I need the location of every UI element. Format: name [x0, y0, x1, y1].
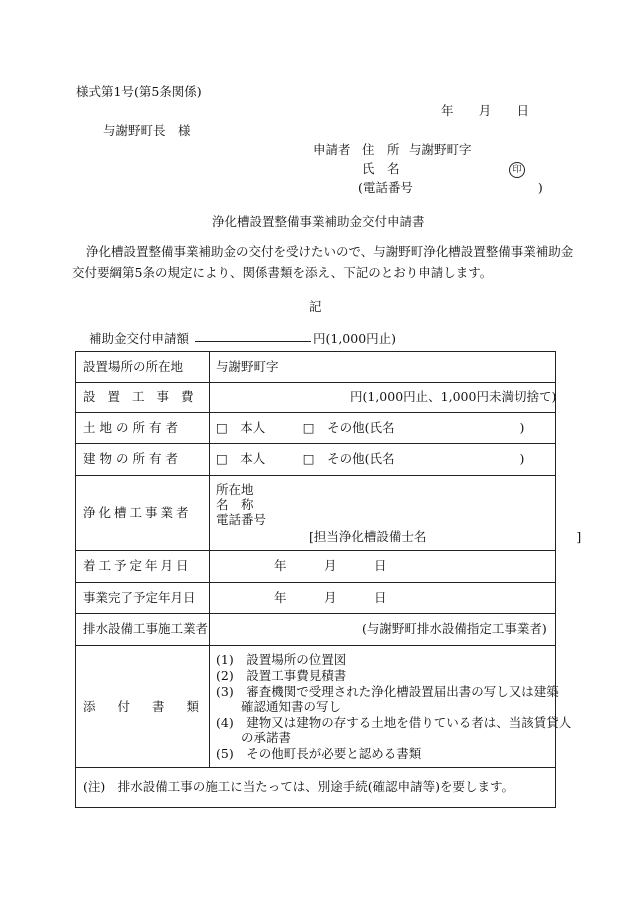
row-divider — [75, 382, 556, 383]
attachment-item: (5) その他町長が必要と認める書類 — [216, 746, 422, 761]
row-divider — [75, 645, 556, 646]
amount-input-line[interactable] — [195, 341, 311, 342]
applicant-address-value: 与謝野町字 — [409, 142, 472, 157]
seal-text: 印 — [509, 162, 525, 178]
seal-mark — [509, 160, 525, 178]
label-contractor: 浄化槽工事業者 — [83, 505, 192, 520]
date-year-label: 年 — [441, 103, 454, 118]
table-border-top — [75, 351, 556, 352]
label-cost: 設置工事費 — [83, 389, 206, 404]
body-text-line2: 交付要綱第5条の規定により、関係書類を添え、下記のとおり申請します。 — [72, 265, 493, 280]
label-end-date: 事業完了予定年月日 — [83, 590, 196, 605]
ki-heading: 記 — [309, 299, 322, 314]
contractor-name-label: 名 称 — [216, 497, 254, 512]
label-location — [83, 359, 203, 374]
attachment-item: の承諾書 — [216, 730, 292, 745]
applicant-address-label: 住 所 — [362, 142, 400, 157]
attachment-item: (3) 審査機関で受理された浄化槽設置届出書の写し又は建築 — [216, 684, 559, 699]
value-start-date[interactable]: 年 月 日 — [274, 558, 387, 573]
value-end-date[interactable]: 年 月 日 — [274, 590, 387, 605]
row-divider — [75, 412, 556, 413]
contractor-engineer[interactable]: [担当浄化槽設備士名 ] — [309, 529, 582, 544]
date-day-label: 日 — [516, 103, 529, 118]
date-line — [441, 103, 529, 118]
label-land-owner: 土地の所有者 — [83, 420, 183, 435]
value-land-owner[interactable]: □ 本人 □ その他(氏名 ) — [216, 420, 525, 435]
table-border-right — [555, 351, 556, 808]
label-start-date: 着工予定年月日 — [83, 558, 192, 573]
table-border-left — [75, 351, 76, 808]
row-divider — [75, 582, 556, 583]
applicant-name-label: 氏 名 — [362, 161, 400, 176]
row-divider — [75, 613, 556, 614]
application-table — [75, 351, 582, 808]
form-label: 様式第1号(第5条関係) — [76, 84, 202, 99]
row-divider — [75, 550, 556, 551]
value-location[interactable]: 与謝野町字 — [216, 359, 279, 374]
row-divider — [75, 475, 556, 476]
attachment-item: (2) 設置工事費見積書 — [216, 668, 347, 683]
applicant-phone: (電話番号 ) — [358, 180, 543, 195]
contractor-phone-label: 電話番号 — [216, 512, 267, 527]
note-text: (注) 排水設備工事の施工に当たっては、別途手続(確認申請等)を要します。 — [83, 779, 515, 794]
row-divider — [75, 443, 556, 444]
label-location-text: 設置場所の所在地 — [83, 359, 184, 374]
attachment-item: (4) 建物又は建物の存する土地を借りている者は、当該賃貸人 — [216, 715, 572, 730]
attachment-item: (1) 設置場所の位置図 — [216, 652, 347, 667]
table-border-bottom — [75, 807, 556, 808]
date-month-label: 月 — [478, 103, 492, 118]
row-divider — [75, 767, 556, 768]
label-drain-contractor: 排水設備工事施工業者 — [83, 621, 209, 636]
attachment-item: 確認通知書の写し — [216, 699, 342, 714]
applicant-label: 申請者 — [313, 142, 351, 157]
value-drain-contractor[interactable]: (与謝野町排水設備指定工事業者) — [362, 621, 547, 636]
label-building-owner: 建物の所有者 — [83, 451, 183, 466]
amount-unit: 円(1,000円止) — [313, 331, 397, 346]
value-building-owner[interactable]: □ 本人 □ その他(氏名 ) — [216, 451, 525, 466]
label-attachments: 添付書類 — [83, 699, 222, 714]
value-cost[interactable]: 円(1,000円止、1,000円未満切捨て) — [350, 389, 557, 404]
addressee: 与謝野町長 様 — [103, 123, 191, 138]
body-text-line1: 浄化槽設置整備事業補助金の交付を受けたいので、与謝野町浄化槽設置整備事業補助金 — [86, 244, 574, 259]
contractor-address-label: 所在地 — [216, 482, 254, 497]
amount-label: 補助金交付申請額 — [89, 331, 190, 346]
page-title: 浄化槽設置整備事業補助金交付申請書 — [212, 214, 425, 229]
